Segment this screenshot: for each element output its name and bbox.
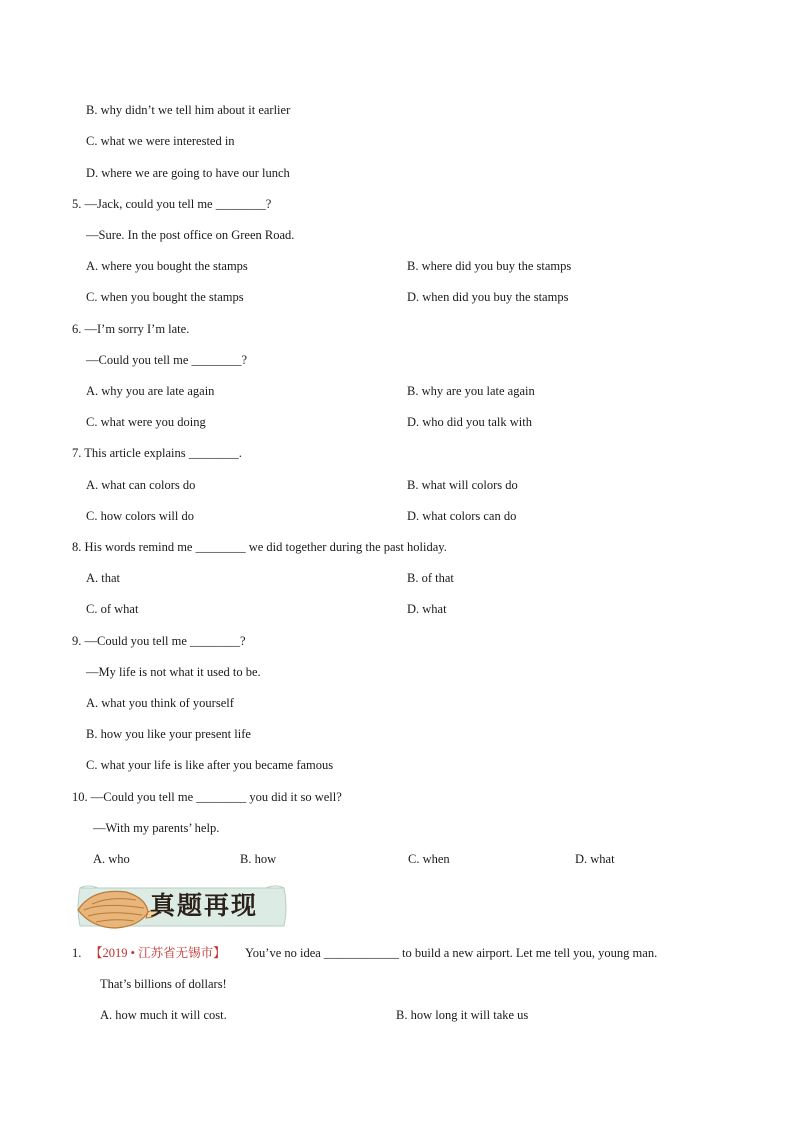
q9-reply: —My life is not what it used to be. <box>86 665 261 679</box>
q5-stem: 5. —Jack, could you tell me ________? <box>72 197 272 211</box>
q10-option-c: C. when <box>408 852 450 866</box>
q5-option-c: C. when you bought the stamps <box>86 290 244 304</box>
r1-stem-line1: You’ve no idea ____________ to build a new airport. Let me tell you, young man. <box>245 946 658 960</box>
q6-option-b: B. why are you late again <box>407 384 535 398</box>
q10-reply: —With my parents’ help. <box>93 821 220 835</box>
q7-stem: 7. This article explains ________. <box>72 446 242 460</box>
r1-option-a: A. how much it will cost. <box>100 1008 227 1022</box>
q9-option-b: B. how you like your present life <box>86 727 251 741</box>
q10-option-d: D. what <box>575 852 615 866</box>
q7-option-a: A. what can colors do <box>86 478 196 492</box>
q6-reply: —Could you tell me ________? <box>86 353 248 367</box>
q6-option-c: C. what were you doing <box>86 415 206 429</box>
q10-stem: 10. —Could you tell me ________ you did it so well? <box>72 790 342 804</box>
q5-option-a: A. where you bought the stamps <box>86 259 248 273</box>
q8-option-d: D. what <box>407 602 447 616</box>
q9-option-a: A. what you think of yourself <box>86 696 234 710</box>
q7-option-c: C. how colors will do <box>86 509 194 523</box>
q10-option-a: A. who <box>93 852 130 866</box>
q5-reply: —Sure. In the post office on Green Road. <box>86 228 295 242</box>
section-title: 真题再现 <box>150 891 259 920</box>
q8-option-b: B. of that <box>407 571 454 585</box>
r1-source: 【2019 • 江苏省无锡市】 <box>90 946 226 960</box>
q4-option-c: C. what we were interested in <box>86 134 235 148</box>
q8-stem: 8. His words remind me ________ we did together during the past holiday. <box>72 540 447 554</box>
q4-option-d: D. where we are going to have our lunch <box>86 166 290 180</box>
q4-option-b: B. why didn’t we tell him about it earlier <box>86 103 291 117</box>
q8-option-c: C. of what <box>86 602 139 616</box>
q8-option-a: A. that <box>86 571 121 585</box>
r1-number: 1. <box>72 946 82 960</box>
q5-option-d: D. when did you buy the stamps <box>407 290 569 304</box>
q5-option-b: B. where did you buy the stamps <box>407 259 572 273</box>
q6-option-a: A. why you are late again <box>86 384 215 398</box>
r1-stem-line2: That’s billions of dollars! <box>100 977 227 991</box>
q9-option-c: C. what your life is like after you became famous <box>86 758 334 772</box>
q9-stem: 9. —Could you tell me ________? <box>72 634 246 648</box>
q6-option-d: D. who did you talk with <box>407 415 532 429</box>
q10-option-b: B. how <box>240 852 277 866</box>
q6-stem: 6. —I’m sorry I’m late. <box>72 322 190 336</box>
r1-option-b: B. how long it will take us <box>396 1008 529 1022</box>
q7-option-b: B. what will colors do <box>407 478 518 492</box>
q7-option-d: D. what colors can do <box>407 509 517 523</box>
